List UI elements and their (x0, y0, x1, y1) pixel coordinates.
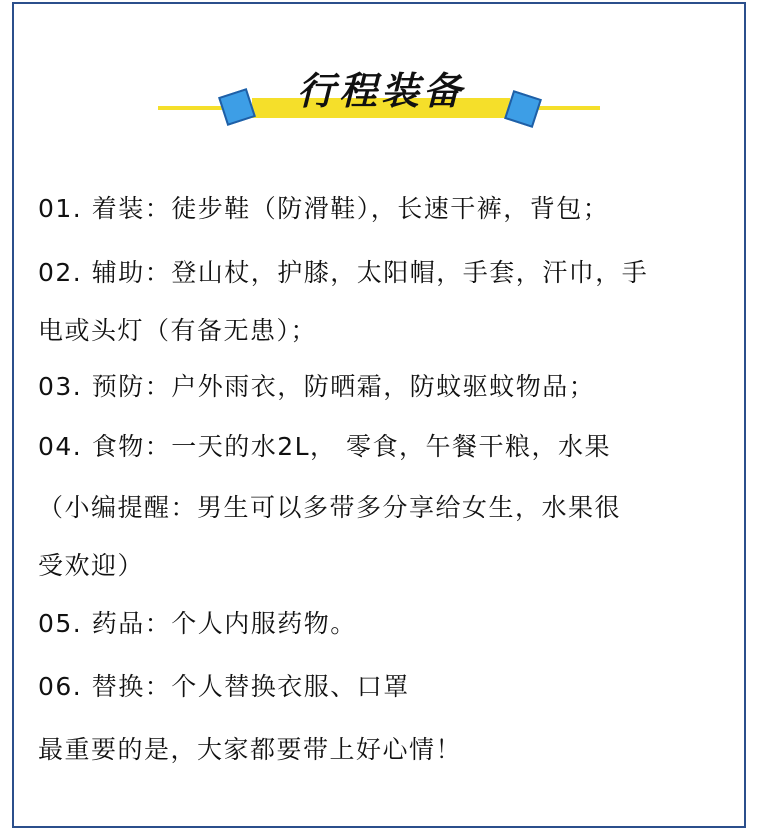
list-line-2: 02. 辅助：登山杖，护膝，太阳帽，手套，汗巾，手 (38, 258, 649, 287)
header-line-left (158, 106, 224, 110)
section-header (0, 0, 760, 140)
list-line-5: 05. 药品：个人内服药物。 (38, 609, 357, 638)
list-line-4: 04. 食物：一天的水2L， 零食，午餐干粮，水果 (38, 432, 611, 461)
list-line-6: 06. 替换：个人替换衣服、口罩 (38, 672, 410, 701)
list-line-1: 01. 着装：徒步鞋（防滑鞋），长速干裤，背包； (38, 194, 610, 223)
list-line-4-note-cont: 受欢迎） (38, 551, 145, 580)
list-line-3: 03. 预防：户外雨衣，防晒霜，防蚊驱蚊物品； (38, 372, 596, 401)
list-line-4-note: （小编提醒：男生可以多带多分享给女生，水果很 (38, 493, 622, 522)
closing-line: 最重要的是，大家都要带上好心情！ (38, 735, 463, 764)
header-line-right (536, 106, 600, 110)
page-title: 行程装备 (296, 69, 465, 113)
list-line-2-cont: 电或头灯（有备无患）； (38, 316, 318, 345)
decor-square-left (218, 88, 256, 126)
